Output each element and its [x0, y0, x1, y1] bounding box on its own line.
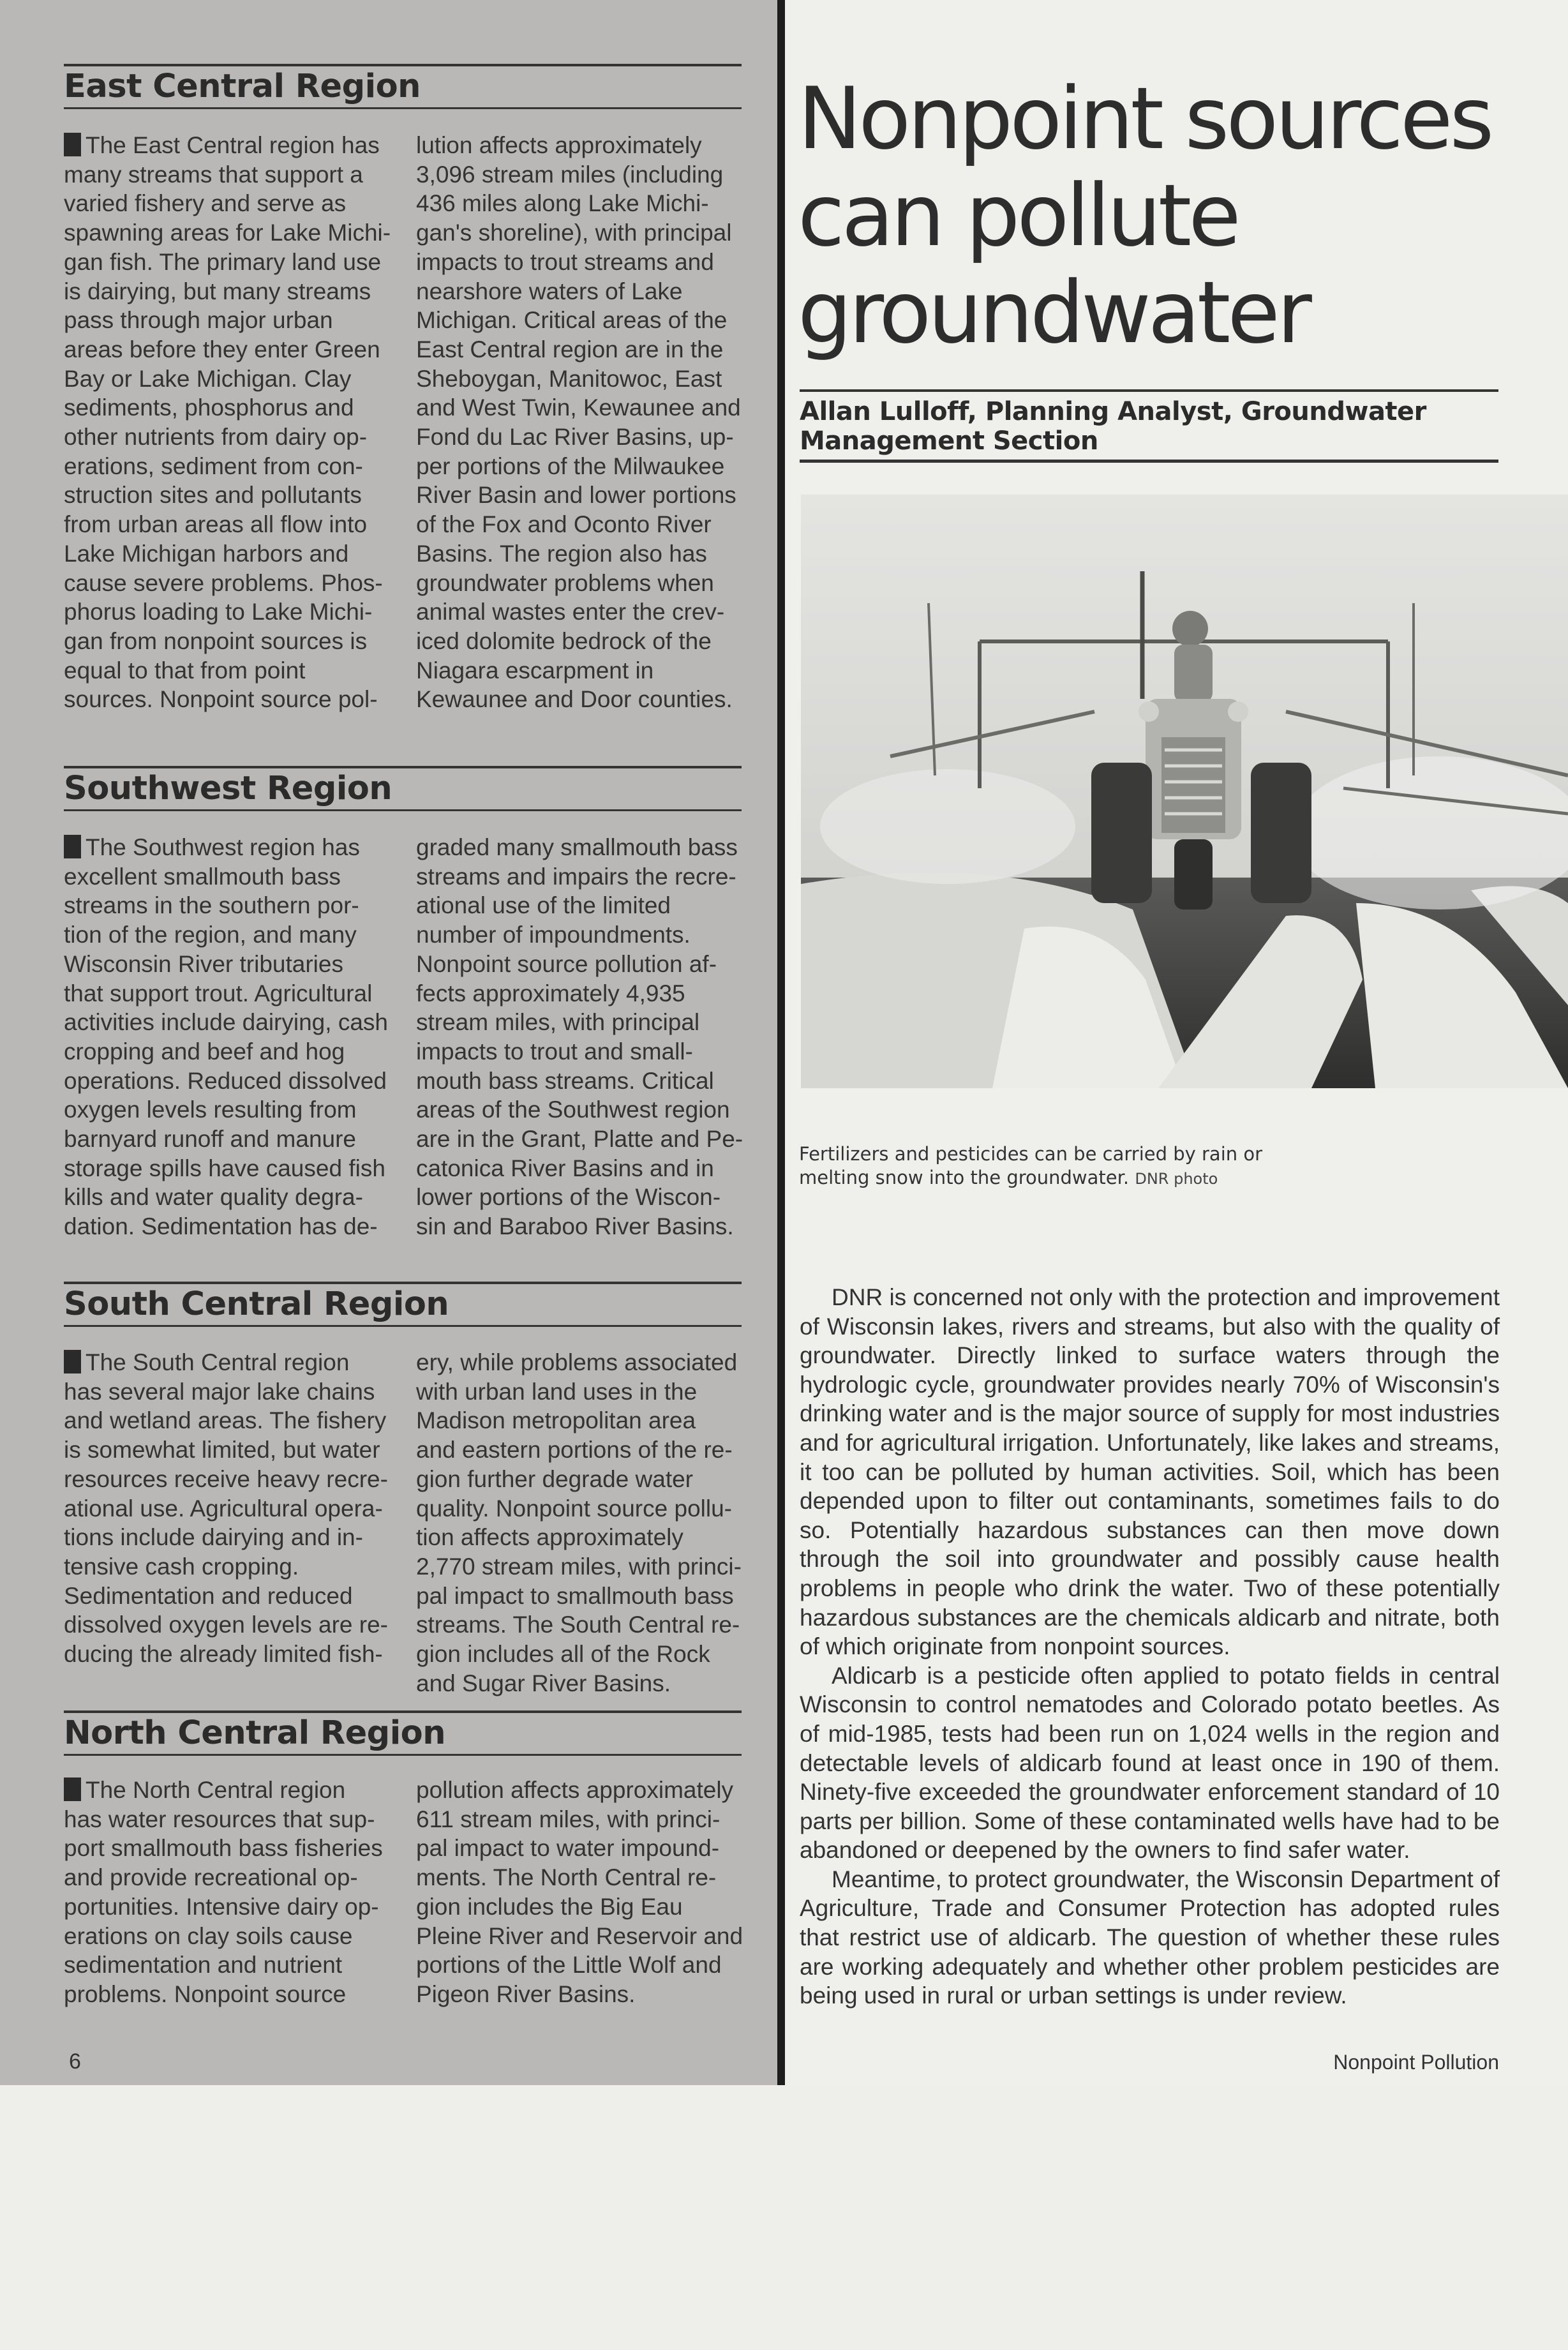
byline-block: [800, 389, 1498, 463]
paragraph-bullet-icon: [64, 133, 81, 156]
region-text-col1: The North Central region has water resources that sup- port smallmouth bass fisheries and provide recreational op- portunities. Intensive dairy op- erations on clay soils cause sedimentation and nutrient problems. Nonpoint source: [64, 1777, 383, 2007]
article-paragraph: DNR is concerned not only with the protection and improvement of Wisconsin lakes, rivers and streams, but also with the quality of groundwater. Directly linked to surface waters through the hydrologic cycle, groundwater provides nearly 70% of Wisconsin's drinking water and is the major source of supply for most industries and for agricultural irrigation. Unfortunately, like lakes and streams, it too can be polluted by human activities. Soil, which has been depended upon to filter out contaminants, sometimes fails to do so. Potentially hazardous substances can then move down through the soil into groundwater and possibly cause health problems in people who drink the water. Two of these potentially hazardous substances are the chemicals aldicarb and nitrate, both of which originate from nonpoint sources.: [800, 1284, 1500, 1660]
region-header-south-central: [64, 1282, 742, 1327]
region-title: North Central Region: [64, 1714, 446, 1752]
paragraph-bullet-icon: [64, 835, 81, 858]
page-number: 6: [69, 2049, 81, 2074]
region-title: South Central Region: [64, 1285, 449, 1323]
photo-caption: Fertilizers and pesticides can be carried by rain or melting snow into the groundwater. DNR photo: [799, 1143, 1263, 1188]
region-header-north-central: [64, 1710, 742, 1756]
region-text-col2: lution affects approximately 3,096 stream miles (including 436 miles along Lake Michi- gan's shoreline), with principal impacts to trout streams and nearshore waters of Lake Michigan. Critical areas of the East Central region are in the Sheboygan, Manitowoc, East and West Twin, Kewaunee and Fond du Lac River Basins, up- per portions of the Milwaukee River Basin and lower portions of the Fox and Oconto River Basins. The region also has groundwater problems when animal wastes enter the crev- iced dolomite bedrock of the Niagara escarpment in Kewaunee and Door counties.: [416, 132, 741, 713]
article-paragraph: Meantime, to protect groundwater, the Wisconsin Department of Agriculture, Trade and Consumer Protection has adopted rules that restrict use of aldicarb. The question of whether these rules are working adequately and whether other problem pesticides are being used in rural or urban settings is under review.: [800, 1866, 1500, 2009]
running-footer: Nonpoint Pollution: [1333, 2051, 1499, 2074]
region-title: Southwest Region: [64, 770, 392, 807]
article-byline: Allan Lulloff, Planning Analyst, Groundwater Management Section: [800, 397, 1426, 456]
region-header-east-central: [64, 64, 742, 109]
region-text-col1: The South Central region has several major lake chains and wetland areas. The fishery is somewhat limited, but water resources receive heavy recre- ational use. Agricultural opera- tions include dairying and in- tensive cash cropping. Sedimentation and reduced dissolved oxygen levels are re- ducing the already limited fish-: [64, 1349, 388, 1668]
region-text-col1: The East Central region has many streams that support a varied fishery and serve as spawning areas for Lake Michi- gan fish. The primary land use is dairying, but many streams pass through major urban areas before they enter Green Bay or Lake Michigan. Clay sediments, phosphorus and other nutrients from dairy op- erations, sediment from con- struction sites and pollutants from urban areas all flow into Lake Michigan harbors and cause severe problems. Phos- phorus loading to Lake Michi- gan from nonpoint sources is equal to that from point sources. Nonpoint source pol-: [64, 132, 391, 713]
region-header-southwest: [64, 766, 742, 811]
photo-credit: DNR photo: [1135, 1170, 1218, 1188]
region-title: East Central Region: [64, 68, 421, 105]
article-paragraph: Aldicarb is a pesticide often applied to potato fields in central Wisconsin to control nematodes and Colorado potato beetles. As of mid-1985, tests had been run on 1,024 wells in the region and detectable levels of aldicarb found at least once in 190 of them. Ninety-five exceeded the groundwater enforcement standard of 10 parts per billion. Some of these contaminated wells have had to be abandoned or deepened by the owners to find safer water.: [800, 1662, 1500, 1864]
article-title: Nonpoint sources can pollute groundwater: [798, 69, 1491, 363]
paragraph-bullet-icon: [64, 1777, 81, 1801]
tractor-spraying-photo: [801, 495, 1568, 1088]
region-text-col2: pollution affects approximately 611 stream miles, with princi- pal impact to water impound- ments. The North Central re- gion includes the Big Eau Pleine River and Reservoir and portions of the Little Wolf and Pigeon River Basins.: [416, 1777, 743, 2007]
paragraph-bullet-icon: [64, 1350, 81, 1373]
region-text-col2: graded many smallmouth bass streams and impairs the recre- ational use of the limited number of impoundments. Nonpoint source pollution af- fects approximately 4,935 stream miles, with principal impacts to trout and small- mouth bass streams. Critical areas of the Southwest region are in the Grant, Platte and Pe- catonica River Basins and in lower portions of the Wiscon- sin and Baraboo River Basins.: [416, 834, 743, 1240]
column-divider: [777, 0, 785, 2085]
region-text-col2: ery, while problems associated with urban land uses in the Madison metropolitan area and eastern portions of the re- gion further degrade water quality. Nonpoint source pollu- tion affects approximately 2,770 stream miles, with princi- pal impact to smallmouth bass streams. The South Central re- gion includes all of the Rock and Sugar River Basins.: [416, 1349, 742, 1696]
region-text-col1: The Southwest region has excellent smallmouth bass streams in the southern por- tion of the region, and many Wisconsin River tributaries that support trout. Agricultural activities include dairying, cash cropping and beef and hog operations. Reduced dissolved oxygen levels resulting from barnyard runoff and manure storage spills have caused fish kills and water quality degra- dation. Sedimentation has de-: [64, 834, 388, 1240]
article-body: [800, 1283, 1500, 2010]
